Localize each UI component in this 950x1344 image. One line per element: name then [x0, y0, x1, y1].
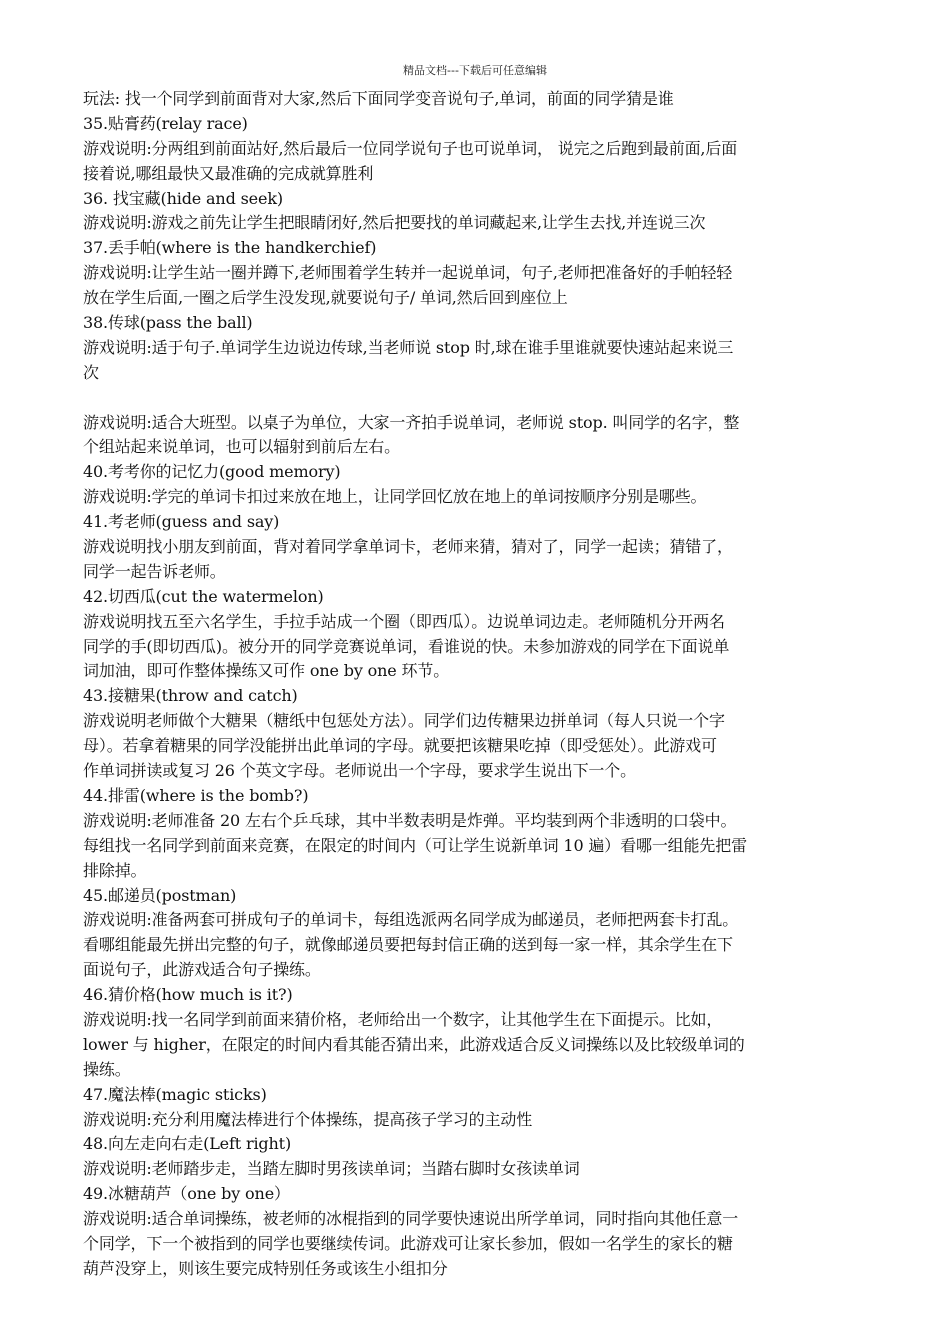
text-line: 个同学，下一个被指到的同学也要继续传词。此游戏可让家长参加，假如一名学生的家长的糖 [83, 1233, 733, 1253]
game-heading: 46.猜价格(how much is it?) [83, 985, 293, 1005]
text-line: 接着说,哪组最快又最准确的完成就算胜利 [83, 163, 374, 183]
text-line: 游戏说明:游戏之前先让学生把眼睛闭好,然后把要找的单词藏起来,让学生去找,并连说三次 [83, 213, 706, 233]
page-header: 精品文档---下载后可任意编辑 [403, 64, 547, 77]
text-line: 玩法: 找一个同学到前面背对大家,然后下面同学变音说句子,单词，前面的同学猜是谁 [83, 89, 674, 108]
text-line: 游戏说明:充分利用魔法棒进行个体操练，提高孩子学习的主动性 [83, 1109, 533, 1129]
game-heading: 48.向左走向右走(Left right) [83, 1134, 292, 1154]
text-line: 游戏说明老师做个大糖果（糖纸中包惩处方法）。同学们边传糖果边拼单词（每人只说一个字 [83, 711, 725, 731]
game-heading: 45.邮递员(postman) [83, 885, 237, 905]
text-line: lower 与 higher，在限定的时间内看其能否猜出来，此游戏适合反义词操练以及比较级单词的 [83, 1034, 745, 1054]
document-body [83, 87, 883, 1282]
text-line: 游戏说明:老师踏步走，当踏左脚时男孩读单词；当踏右脚时女孩读单词 [83, 1159, 580, 1179]
text-line: 游戏说明:适合大班型。以桌子为单位，大家一齐拍手说单词，老师说 stop. 叫同学的名字，整 [83, 412, 740, 432]
text-line: 看哪组能最先拼出完整的句子，就像邮递员要把每封信正确的送到每一家一样，其余学生在下 [83, 935, 733, 955]
text-line: 次 [83, 362, 99, 382]
game-heading: 47.魔法棒(magic sticks) [83, 1084, 267, 1104]
text-line: 游戏说明找五至六名学生，手拉手站成一个圈（即西瓜）。边说单词边走。老师随机分开两名 [83, 611, 725, 631]
text-line: 游戏说明:找一名同学到前面来猜价格，老师给出一个数字，让其他学生在下面提示。比如， [83, 1009, 723, 1029]
game-heading: 49.冰糖葫芦（one by one） [83, 1184, 290, 1204]
text-line: 游戏说明找小朋友到前面，背对着同学拿单词卡，老师来猜，猜对了，同学一起读；猜错了， [83, 537, 733, 557]
text-line: 每组找一名同学到前面来竞赛，在限定的时间内（可让学生说新单词 10 遍）看哪一组能先把雷 [83, 835, 747, 855]
game-heading: 43.接糖果(throw and catch) [83, 686, 298, 706]
text-line: 母）。若拿着糖果的同学没能拼出此单词的字母。就要把该糖果吃掉（即受惩处）。此游戏可 [83, 736, 717, 756]
text-line: 游戏说明:学完的单词卡扣过来放在地上，让同学回忆放在地上的单词按顺序分别是哪些。 [83, 487, 707, 507]
text-line: 同学的手(即切西瓜)。被分开的同学竞赛说单词，看谁说的快。未参加游戏的同学在下面说单 [83, 636, 730, 656]
game-heading: 38.传球(pass the ball) [83, 313, 253, 333]
text-line: 排除掉。 [83, 860, 147, 880]
text-line: 游戏说明:适合单词操练，被老师的冰棍指到的同学要快速说出所学单词，同时指向其他任意一 [83, 1209, 739, 1229]
game-heading: 44.排雷(where is the bomb?) [83, 785, 309, 805]
game-heading: 40.考考你的记忆力(good memory) [83, 462, 341, 482]
text-line: 个组站起来说单词，也可以辐射到前后左右。 [83, 437, 401, 457]
game-heading: 36. 找宝藏(hide and seek) [83, 188, 283, 208]
game-heading: 41.考老师(guess and say) [83, 512, 280, 532]
text-line: 词加油，即可作整体操练又可作 one by one 环节。 [83, 661, 450, 681]
text-line: 游戏说明:让学生站一圈并蹲下,老师围着学生转并一起说单词，句子,老师把准备好的手帕轻轻 [83, 263, 733, 283]
blank-line [83, 386, 883, 411]
game-heading: 37.丢手帕(where is the handkerchief) [83, 238, 377, 258]
text-line: 作单词拼读或复习 26 个英文字母。老师说出一个字母，要求学生说出下一个。 [83, 761, 636, 781]
text-line: 游戏说明:准备两套可拼成句子的单词卡，每组选派两名同学成为邮递员，老师把两套卡打乱。 [83, 910, 739, 930]
game-heading: 42.切西瓜(cut the watermelon) [83, 586, 324, 606]
text-line: 同学一起告诉老师。 [83, 561, 226, 581]
text-line: 游戏说明:老师准备 20 左右个乒乓球，其中半数表明是炸弹。平均装到两个非透明的口袋中。 [83, 810, 737, 830]
text-line: 游戏说明:适于句子.单词学生边说边传球,当老师说 stop 时,球在谁手里谁就要快速站起来说三 [83, 337, 734, 357]
game-heading: 35.贴膏药(relay race) [83, 113, 248, 133]
text-line: 葫芦没穿上，则该生要完成特别任务或该生小组扣分 [83, 1258, 448, 1278]
text-line: 游戏说明:分两组到前面站好,然后最后一位同学说句子也可说单词， 说完之后跑到最前面,后面 [83, 138, 738, 158]
text-line: 放在学生后面,一圈之后学生没发现,就要说句子/ 单词,然后回到座位上 [83, 288, 568, 308]
text-line: 面说句子，此游戏适合句子操练。 [83, 960, 321, 980]
text-line: 操练。 [83, 1059, 131, 1079]
